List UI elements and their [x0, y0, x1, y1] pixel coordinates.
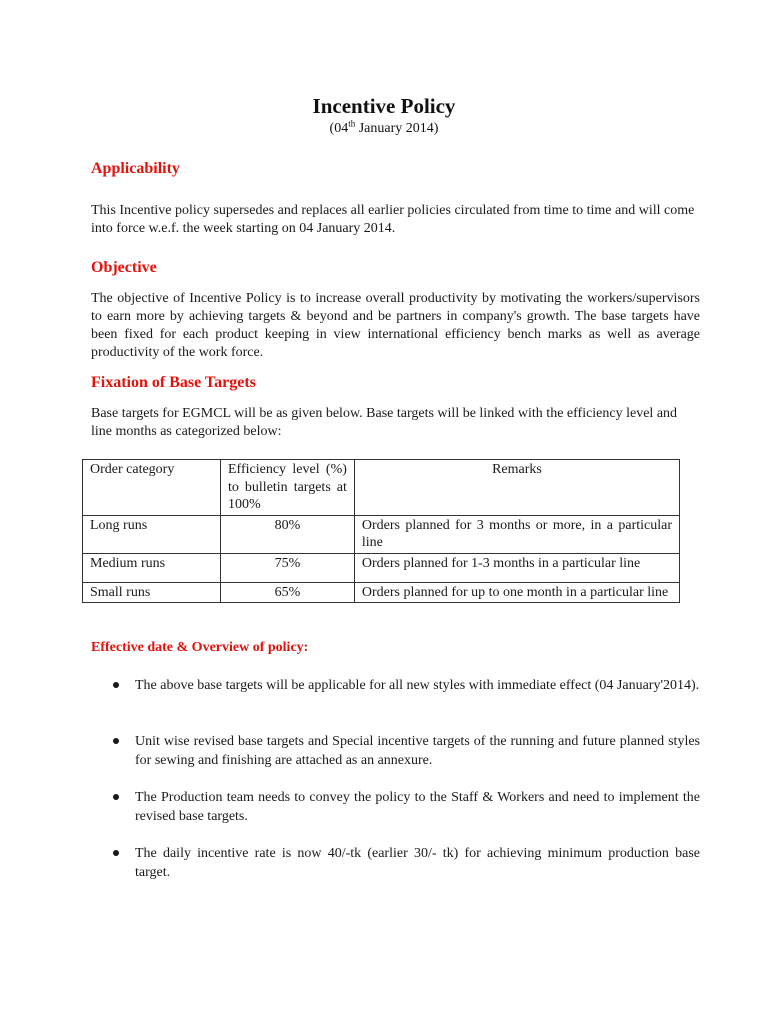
document-date	[0, 118, 768, 137]
list-item	[113, 789, 700, 826]
base-targets-heading: Fixation of Base Targets	[91, 374, 256, 391]
applicability-heading: Applicability	[91, 160, 180, 177]
objective-text: The objective of Incentive Policy is to increase overall productivity by motivating the workers/supervisors to earn more by achieving targets & beyond and be partners in company's growth. The base targets have been fixed for each product keeping in view international efficiency bench marks as well as average productivity of the work force.	[91, 291, 700, 360]
table-header-cell: Efficiency level (%) to bulletin targets at 100%	[221, 460, 355, 516]
base-targets-table	[82, 459, 680, 603]
list-item	[113, 677, 700, 696]
list-item	[113, 733, 700, 770]
list-item-text: The daily incentive rate is now 40/-tk (earlier 30/- tk) for achieving minimum production base target.	[135, 846, 700, 880]
date-prefix: (04	[329, 121, 349, 136]
document-title: Incentive Policy	[312, 94, 456, 118]
table-cell: 65%	[221, 582, 355, 603]
objective-heading: Objective	[91, 259, 157, 276]
table-cell: Medium runs	[83, 553, 221, 582]
list-item-text: The Production team needs to convey the policy to the Staff & Workers and need to implement the revised base targets.	[135, 790, 700, 824]
list-item	[113, 845, 700, 882]
table-row	[83, 515, 680, 553]
bullet-icon	[113, 850, 119, 856]
bullet-icon	[113, 738, 119, 744]
applicability-text: This Incentive policy supersedes and replaces all earlier policies circulated from time to time and will come into force w.e.f. the week starting on 04 January 2014.	[91, 203, 695, 236]
table-cell: Orders planned for 3 months or more, in a particular line	[354, 515, 679, 553]
date-ordinal: th	[348, 118, 356, 129]
bullet-icon	[113, 682, 119, 688]
table-cell: 75%	[221, 553, 355, 582]
table-cell: Orders planned for 1-3 months in a particular line	[354, 553, 679, 582]
table-row	[83, 582, 680, 603]
table-cell: Long runs	[83, 515, 221, 553]
table-cell: Orders planned for up to one month in a particular line	[354, 582, 679, 603]
table-header-cell: Remarks	[354, 460, 679, 516]
list-item-text: Unit wise revised base targets and Special incentive targets of the running and future planned styles for sewing and finishing are attached as an annexure.	[135, 734, 700, 768]
table-row	[83, 553, 680, 582]
table-header-cell: Order category	[83, 460, 221, 516]
date-suffix: January 2014)	[355, 121, 439, 136]
effective-date-heading: Effective date & Overview of policy:	[91, 640, 309, 655]
table-cell: Small runs	[83, 582, 221, 603]
table-cell: 80%	[221, 515, 355, 553]
base-targets-text: Base targets for EGMCL will be as given below. Base targets will be linked with the efficiency level and line months as categorized below:	[91, 406, 678, 439]
table-header-row	[83, 460, 680, 516]
list-item-text: The above base targets will be applicable for all new styles with immediate effect (04 January'2014).	[135, 678, 700, 693]
bullet-icon	[113, 794, 119, 800]
